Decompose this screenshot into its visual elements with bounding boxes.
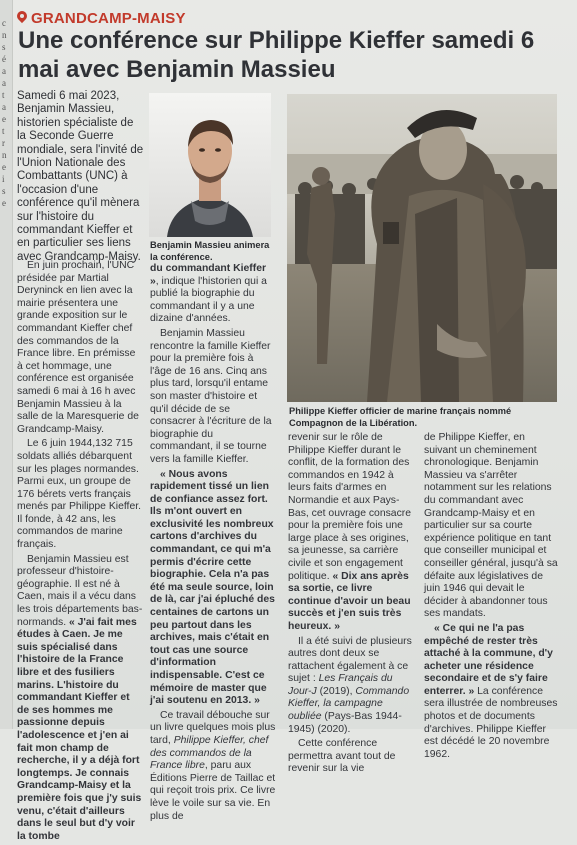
kicker-label: GRANDCAMP-MAISY [31,9,186,27]
gutter-letter: e [2,198,6,208]
col2-paragraph-2: Benjamin Massieu rencontre la famille Kieffer pour la première fois à l'âge de 16 ans. Cinq ans plus tard, lorsqu'il entame son master d'histoire et qu'il décide de se consacrer à l'écriture de la biographie du commandant, il se tourne vers la famille Kieffer. [150,327,272,465]
col2-paragraph-3: « Nous avons rapidement tissé un lien de confiance assez fort. Ils m'ont ouvert en exclusivité les nombreux cartons d'archives du commandant, ce qui m'a permis d'écrire cette biographie. Cela n'a pas été ma seule source, loin de là, car j'ai épluché des centaines de cartons un peu partout dans les archives, mais c'était en tout cas une source d'information indispensable. C'est ce mémoire de master que j'ai soutenu en 2013. » [150,468,275,707]
portrait-image [149,93,271,237]
kieffer-photo [287,94,557,402]
col1-paragraph-2: Le 6 juin 1944,132 715 soldats alliés débarquent sur les plages normandes. Parmi eux, un groupe de 176 bérets verts français menés par Philippe Kieffer. Il fonde, à 42 ans, les commandos de marine français. [17,438,141,551]
portrait-photo [149,93,271,237]
col2-paragraph-4: Ce travail débouche sur un livre quelques mois plus tard, Philippe Kieffer, chef des commandos de la France libre, paru aux Éditions Pierre de Taillac et qui reçoit trois prix. Ce livre lève le voile sur sa vie. En plus de [150,709,276,822]
lead-paragraph [17,90,145,266]
body-column-2 [150,263,277,825]
portrait-caption: Benjamin Massieu animera la conférence. [150,240,270,262]
previous-article-gutter [0,0,13,729]
gutter-letter: e [2,114,6,124]
gutter-letter: s [2,42,6,52]
gutter-letter: c [2,18,6,28]
gutter-letter: n [2,30,7,40]
col4-paragraph-2: « Ce qui ne l'a pas empêché de rester très attaché à la commune, d'y acheter une résidence secondaire et de s'y faire enterrer. » La conférence sera illustrée de nombreuses photos et de documents d'archives. Philippe Kieffer est décédé le 20 novembre 1962. [424,622,558,760]
lead-text: Samedi 6 mai 2023, Benjamin Massieu, historien spécialiste de la Seconde Guerre mondiale, sera l'invité de l'Union Nationale des Combattants (UNC) à l'occasion d'une conférence qu'il mènera sur l'histoire du commandant Kieffer et en particulier ses liens avec Grandcamp-Maisy. [17,90,144,263]
col3-paragraph-2: Il a été suivi de plusieurs autres dont deux se rattachent également à ce sujet : Les Français du Jour-J (2019), Commando Kieffer, la campagne oubliée (Pays-Bas 1944-1945) (2020). [288,635,412,735]
gutter-letter: r [2,138,5,148]
kicker [17,8,186,28]
location-pin-icon [17,11,27,25]
col4-paragraph-1: de Philippe Kieffer, en suivant un cheminement chronologique. Benjamin Massieu va s'arrêter notamment sur les relations du commandant avec Grandcamp-Maisy et en particulier sur sa courte expérience politique en tant que conseiller municipal et conseiller général, jusqu'à sa défaite aux législatives de juin 1946 qui devait le décider à abandonner tous ses mandats. [424,432,558,620]
col3-paragraph-1: revenir sur le rôle de Philippe Kieffer durant le conflit, de la formation des commandos en 1942 à leurs faits d'armes en Normandie et aux Pays-Bas, cet ouvrage consacre pour la première fois une large place à ses origines, sa jeunesse, sa carrière civile et son engagement politique. « Dix ans après sa sortie, ce livre continue d'avoir un beau succès et j'en suis très heureux. » [288,432,412,632]
col1-paragraph-3: Benjamin Massieu est professeur d'histoire-géographie. Il est né à Caen, mais il a vécu dans les trois départements bas-normands. « J'ai fait mes études à Caen. Je me suis spécialisé dans l'histoire de la France libre et des fusiliers marins. L'histoire du commandant Kieffer et de ses hommes me passionne depuis l'adolescence et j'en ai fait mon champ de recherche, il y a déjà fort longtemps. Je connais Grandcamp-Maisy et la première fois que j'y suis venu, c'était d'ailleurs dans le seul but d'y voir la tombe [17,553,143,842]
gutter-letter: a [2,66,6,76]
gutter-letter: t [2,126,5,136]
gutter-letter: é [2,54,6,64]
gutter-letter: t [2,90,5,100]
gutter-letter: e [2,162,6,172]
body-column-1 [17,260,144,845]
gutter-letter: n [2,150,7,160]
col3-paragraph-3: Cette conférence permettra avant tout de revenir sur la vie [288,738,396,775]
gutter-letter: a [2,102,6,112]
gutter-letter: i [2,174,5,184]
kieffer-image [287,94,557,402]
kieffer-caption: Philippe Kieffer officier de marine français nommé Compagnon de la Libération. [289,406,512,428]
body-column-3 [288,432,416,778]
body-column-4 [424,432,558,763]
col1-paragraph-1: En juin prochain, l'UNC présidée par Martial Deryninck en lien avec la mairie présentera une grande exposition sur le commandant Kieffer chef des commandos de la France libre. En prémisse à cet hommage, une conférence est organisée samedi 6 mai à 16 h avec Benjamin Massieu à la salle de la Maresquerie de Grandcamp-Maisy. [17,260,139,435]
headline: Une conférence sur Philippe Kieffer samedi 6 mai avec Benjamin Massieu [18,27,535,83]
gutter-letter: s [2,186,6,196]
col2-paragraph-1: du commandant Kieffer », indique l'historien qui a publié la biographie du commandant il y a une dizaine d'années. [150,263,267,325]
gutter-letter: a [2,78,6,88]
